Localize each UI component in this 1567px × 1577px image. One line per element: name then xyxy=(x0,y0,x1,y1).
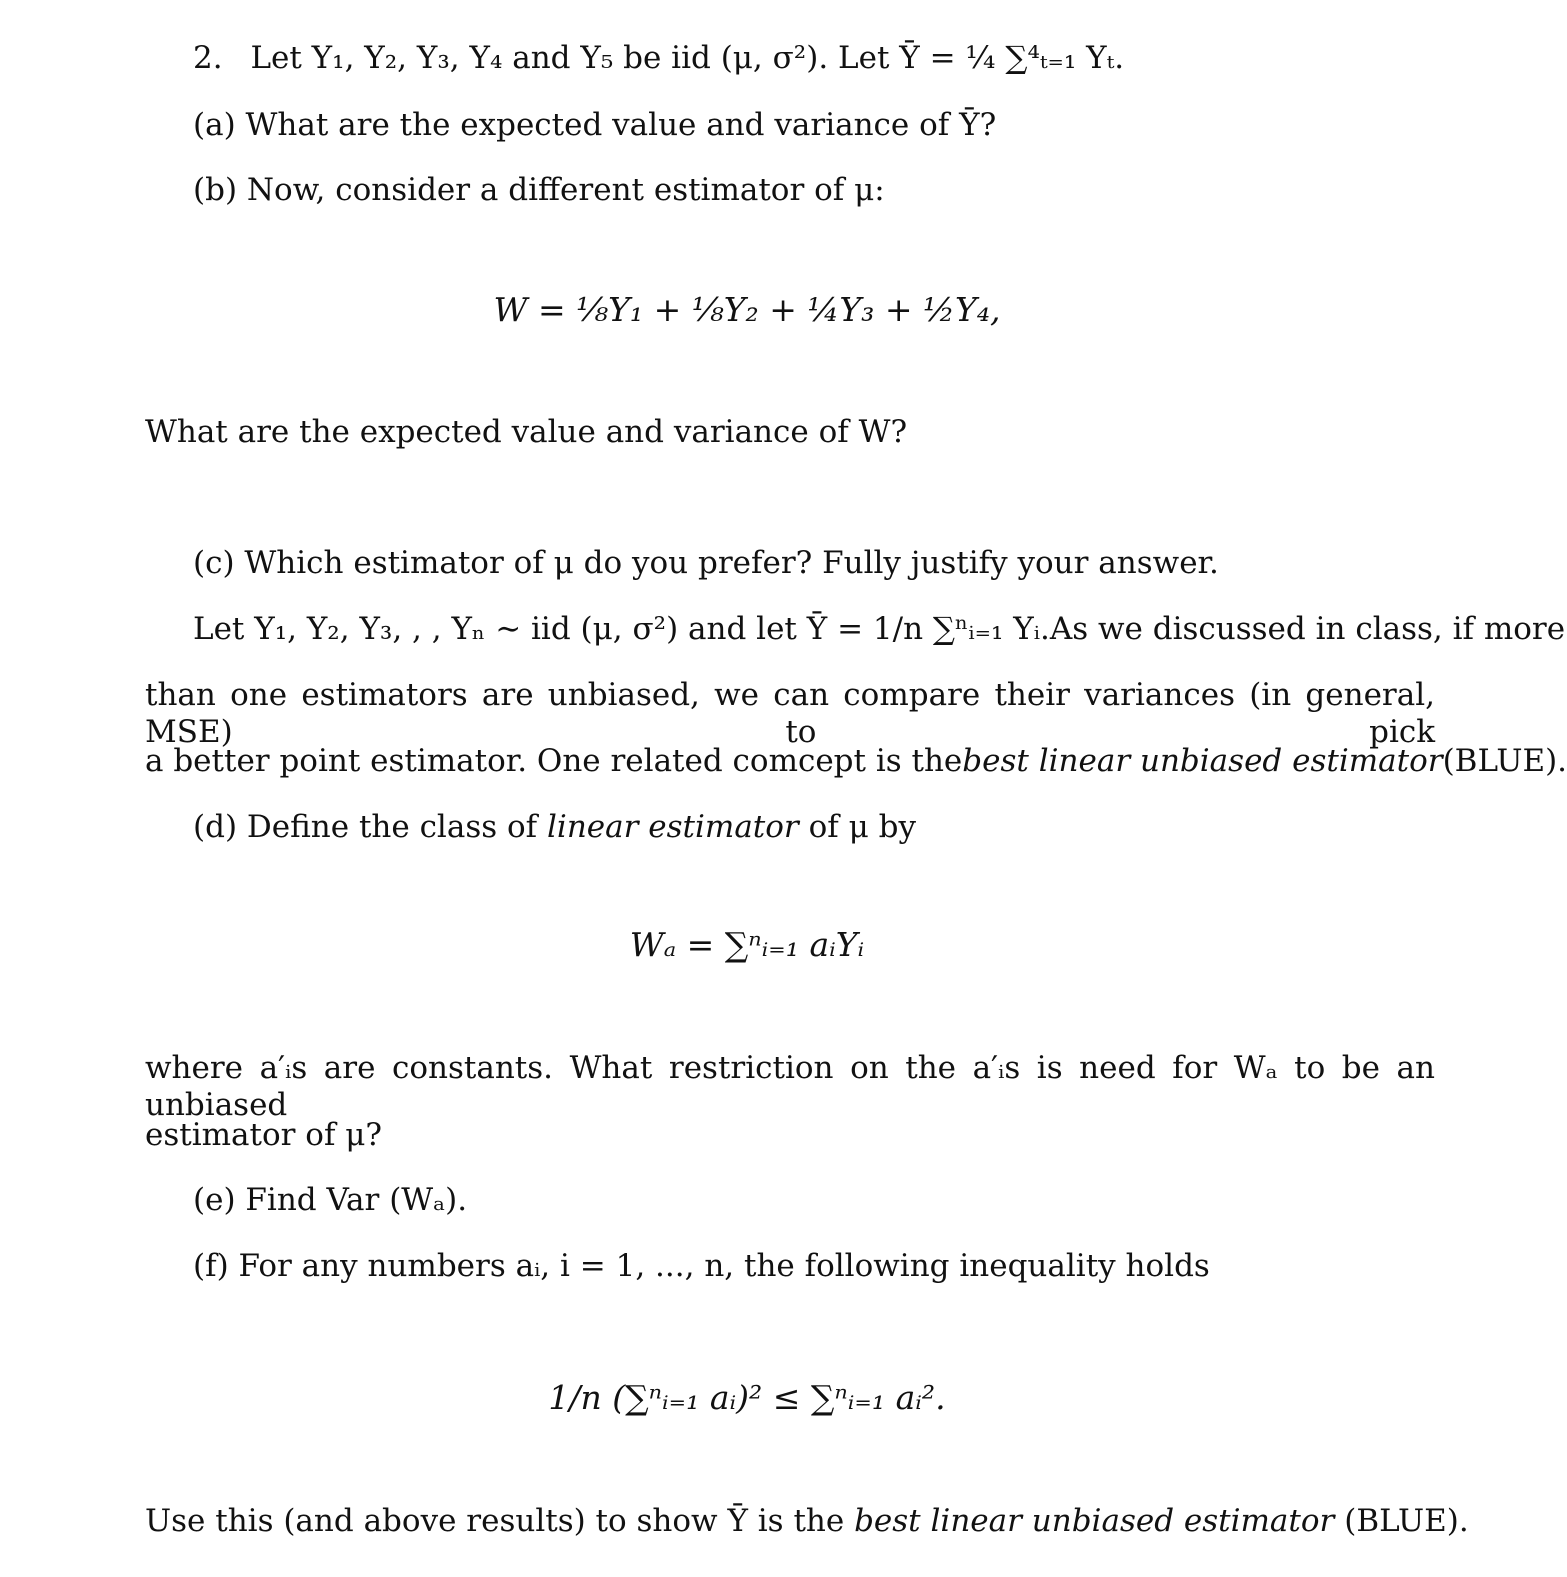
final-line xyxy=(145,1503,1469,1540)
part-d-label: (d) xyxy=(193,809,238,845)
part-d-text-post: of μ by xyxy=(808,809,916,845)
part-c-text: Which estimator of μ do you prefer? Fully justify your answer. xyxy=(244,545,1219,581)
part-a-text: What are the expected value and variance of Ȳ? xyxy=(245,107,997,143)
part-b-text: Now, consider a different estimator of μ: xyxy=(246,172,885,208)
formula-inequality xyxy=(0,1378,1494,1418)
part-c-label: (c) xyxy=(193,545,235,581)
paragraph-line-3-post: (BLUE). xyxy=(1442,743,1567,779)
problem-intro-text: Let Y₁, Y₂, Y₃, Y₄ and Y₅ be iid (μ, σ²). Let Ȳ = ¼ ∑⁴ₜ₌₁ Yₜ. xyxy=(250,40,1125,76)
part-e xyxy=(193,1182,467,1219)
paragraph-line-3 xyxy=(145,743,1567,780)
formula-w xyxy=(0,290,1494,330)
part-e-label: (e) xyxy=(193,1182,236,1218)
part-f-text: For any numbers aᵢ, i = 1, ..., n, the following inequality holds xyxy=(238,1248,1210,1284)
part-c xyxy=(193,545,1219,582)
part-d-text-em: linear estimator xyxy=(547,809,799,845)
part-d-text-pre: Define the class of xyxy=(246,809,538,845)
final-line-em: best linear unbiased estimator xyxy=(854,1503,1335,1539)
paragraph-line-1 xyxy=(193,611,1566,648)
final-line-post: (BLUE). xyxy=(1344,1503,1469,1539)
part-d xyxy=(193,809,916,846)
paragraph-line-3-em: best linear unbiased estimator xyxy=(962,743,1443,779)
part-b-question: What are the expected value and variance of W? xyxy=(145,414,908,450)
paragraph-line-3-pre: a better point estimator. One related comcept is the xyxy=(145,743,963,779)
problem-number: 2. xyxy=(193,40,223,76)
part-a xyxy=(193,107,996,144)
part-a-label: (a) xyxy=(193,107,236,143)
formula-wa-text: Wₐ = ∑ⁿᵢ₌₁ aᵢYᵢ xyxy=(629,925,865,964)
part-b xyxy=(193,172,885,209)
final-line-pre: Use this (and above results) to show Ȳ is the xyxy=(145,1503,845,1539)
paragraph-line-2: than one estimators are unbiased, we can compare their variances (in general, MSE) to pick xyxy=(145,677,1435,751)
part-f xyxy=(193,1248,1210,1285)
formula-wa xyxy=(0,925,1494,965)
part-d-line-1: where a′ᵢs are constants. What restriction on the a′ᵢs is need for Wₐ to be an unbiased xyxy=(145,1050,1435,1124)
formula-w-text: W = ⅛Y₁ + ⅛Y₂ + ¼Y₃ + ½Y₄, xyxy=(493,290,1001,329)
paragraph-line-1-start: Let Y₁, Y₂, Y₃, , , Yₙ ∼ iid (μ, σ²) and let Ȳ = 1/n ∑ⁿᵢ₌₁ Yᵢ. xyxy=(193,611,1050,647)
formula-inequality-text: 1/n (∑ⁿᵢ₌₁ aᵢ)² ≤ ∑ⁿᵢ₌₁ aᵢ². xyxy=(548,1378,946,1417)
part-b-label: (b) xyxy=(193,172,238,208)
part-f-label: (f) xyxy=(193,1248,229,1284)
part-e-text: Find Var (Wₐ). xyxy=(245,1182,468,1218)
problem-intro xyxy=(193,40,1124,77)
paragraph-line-1-end: As we discussed in class, if more xyxy=(1049,611,1566,647)
part-d-line-2: estimator of μ? xyxy=(145,1117,383,1153)
